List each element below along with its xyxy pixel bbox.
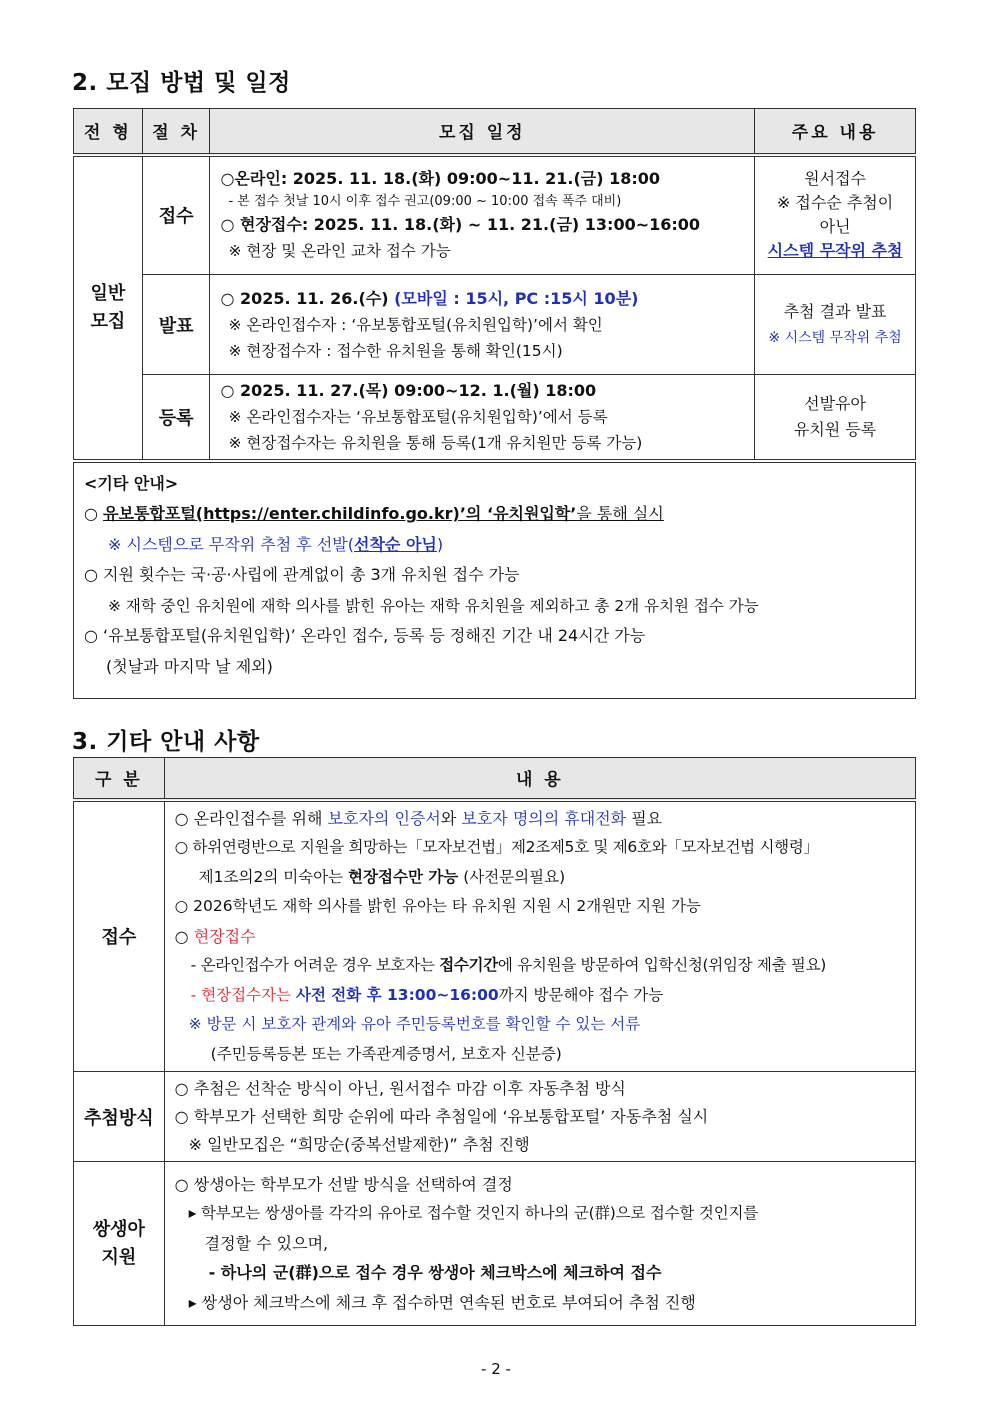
row-label-twins: 쌍생아 지원 [74,1162,165,1326]
step-register: 등록 [142,375,210,461]
header-step: 절 차 [142,109,210,155]
page-number: - 2 - [481,1360,511,1378]
header-type: 전 형 [74,109,143,155]
section2-title: 2. 모집 방법 및 일정 [72,70,291,96]
header-schedule: 모집 일정 [210,109,755,155]
category-cell: 일반 모집 [74,155,143,461]
receipt-details: ○ 온라인접수를 위해 보호자의 인증서와 보호자 명의의 휴대전화 필요 ○ 하위연령반으로 지원을 희망하는「모자보건법」제2조제5호 및 제6호와「모자보건법 시행령」 제1조의2의 미숙아는 현장접수만 가능 (사전문의필요) ○ 2026학년도 재학 의사를 밝힌 유아는 타 유치원 지원 시 2개원만 지원 가능 ○ 현장접수 - 온라인접수가 어려운 경우 보호자는 접수기간에 유치원을 방문하여 입학신청(위임장 제출 필요) - 현장접수자는 사전 전화 후 13:00~16:00까지 방문해야 접수 가능 ※ 방문 시 보호자 관계와 유아 주민등록번호를 확인할 수 있는 서류 (주민등록등본 또는 가족관계증명서, 보호자 신분증) [164,800,915,1072]
lottery-details: ○ 추첨은 선착순 방식이 아닌, 원서접수 마감 이후 자동추첨 방식 ○ 학부모가 선택한 희망 순위에 따라 추첨일에 ‘유보통합포털’ 자동추첨 실시 ※ 일반모집은 “희망순(중복선발제한)” 추첨 진행 [164,1072,915,1162]
header-category: 구 분 [74,758,165,800]
announce-notes: 추첨 결과 발표 ※ 시스템 무작위 추첨 [755,275,916,375]
register-notes: 선발유아 유치원 등록 [755,375,916,461]
etc-notice: <기타 안내> ○ 유보통합포털(https://enter.childinfo.go.kr)’의 ‘유치원입학’을 통해 실시 ※ 시스템으로 무작위 추첨 후 선발(선착순 아님) ○ 지원 횟수는 국·공·사립에 관계없이 총 3개 유치원 접수 가능 ※ 재학 중인 유치원에 재학 의사를 밝힌 유아는 재학 유치원을 제외하고 총 2개 유치원 접수 가능 ○ ‘유보통합포털(유치원입학)’ 온라인 접수, 등록 등 정해진 기간 내 24시간 가능 (첫날과 마지막 날 제외) [74,461,916,699]
register-schedule: ○ 2025. 11. 27.(목) 09:00~12. 1.(월) 18:00 ※ 온라인접수자는 ‘유보통합포털(유치원입학)’에서 등록 ※ 현장접수자는 유치원을 통해 등록(1개 유치원만 등록 가능) [210,375,755,461]
row-label-lottery: 추첨방식 [74,1072,165,1162]
header-details: 내 용 [164,758,915,800]
section3-title: 3. 기타 안내 사항 [72,729,260,755]
twins-details: ○ 쌍생아는 학부모가 선발 방식을 선택하여 결정 ▸ 학부모는 쌍생아를 각각의 유아로 접수할 것인지 하나의 군(群)으로 접수할 것인지를 결정할 수 있으며, - 하나의 군(群)으로 접수 경우 쌍생아 체크박스에 체크하여 접수 ▸ 쌍생아 체크박스에 체크 후 접수하면 연속된 번호로 부여되어 추첨 진행 [164,1162,915,1326]
row-label-receipt: 접수 [74,800,165,1072]
info-table [73,757,916,1326]
schedule-table [73,108,916,699]
step-announce: 발표 [142,275,210,375]
receipt-notes: 원서접수 ※ 접수순 추첨이 아닌 시스템 무작위 추첨 [755,155,916,275]
announce-schedule: ○ 2025. 11. 26.(수) (모바일 : 15시, PC :15시 10분) ※ 온라인접수자 : ‘유보통합포털(유치원입학)’에서 확인 ※ 현장접수자 : 접수한 유치원을 통해 확인(15시) [210,275,755,375]
header-content: 주요 내용 [755,109,916,155]
receipt-schedule: ○온라인: 2025. 11. 18.(화) 09:00~11. 21.(금) 18:00 - 본 접수 첫날 10시 이후 접수 권고(09:00 ~ 10:00 접속 폭주 대비) ○ 현장접수: 2025. 11. 18.(화) ~ 11. 21.(금) 13:00~16:00 ※ 현장 및 온라인 교차 접수 가능 [210,155,755,275]
step-receipt: 접수 [142,155,210,275]
